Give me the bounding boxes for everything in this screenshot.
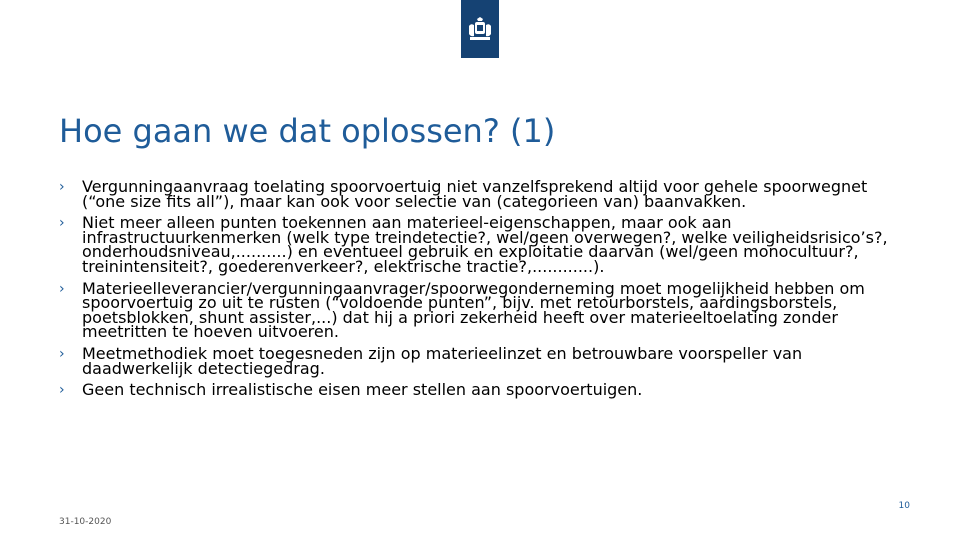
bullet-text: Materieelleverancier/vergunningaanvrager/spoorwegonderneming moet mogelijkheid hebben om spoorvoertuig zo uit te rusten (“voldoende punten”, bijv. met retourborstels, aardingsborstels, poetsblokken, shunt assister,...) dat hij a priori zekerheid heeft over materieeltoelating zonder meetritten te hoeven uitvoeren. xyxy=(82,278,865,342)
chevron-right-icon: › xyxy=(59,345,65,362)
chevron-right-icon: › xyxy=(59,179,65,195)
coat-of-arms-icon xyxy=(466,16,494,44)
slide-title: Hoe gaan we dat oplossen? (1) xyxy=(59,112,556,150)
list-item xyxy=(59,177,909,211)
list-item xyxy=(59,380,909,400)
chevron-right-icon: › xyxy=(59,280,65,297)
list-item xyxy=(59,278,909,342)
bullet-text: Meetmethodiek moet toegesneden zijn op materieelinzet en betrouwbare voorspeller van daadwerkelijk detectiegedrag. xyxy=(82,343,803,378)
bullet-text: Vergunningaanvraag toelating spoorvoertuig niet vanzelfsprekend altijd voor gehele spoorwegnet (“one size fits all”), maar kan ook voor selectie van (categorieen van) baanvakken. xyxy=(82,177,868,211)
bullet-text: Niet meer alleen punten toekennen aan materieel-eigenschappen, maar ook aan infrastructuurkenmerken (welk type treindetectie?, wel/geen overwegen?, welke veiligheidsrisico’s?, onderhoudsniveau,..........) en eventueel gebruik en exploitatie daarvan (wel/geen monocultuur?, treinintensiteit?, goederenverkeer?, elektrische tractie?,............). xyxy=(82,213,888,276)
page-number: 10 xyxy=(898,501,910,511)
list-item xyxy=(59,343,909,378)
bullet-text: Geen technisch irrealistische eisen meer stellen aan spoorvoertuigen. xyxy=(82,380,643,400)
chevron-right-icon: › xyxy=(59,215,65,232)
list-item xyxy=(59,213,909,276)
slide-date: 31-10-2020 xyxy=(59,517,112,527)
bullet-list xyxy=(59,177,909,405)
chevron-right-icon: › xyxy=(59,382,65,399)
government-logo xyxy=(461,0,499,58)
